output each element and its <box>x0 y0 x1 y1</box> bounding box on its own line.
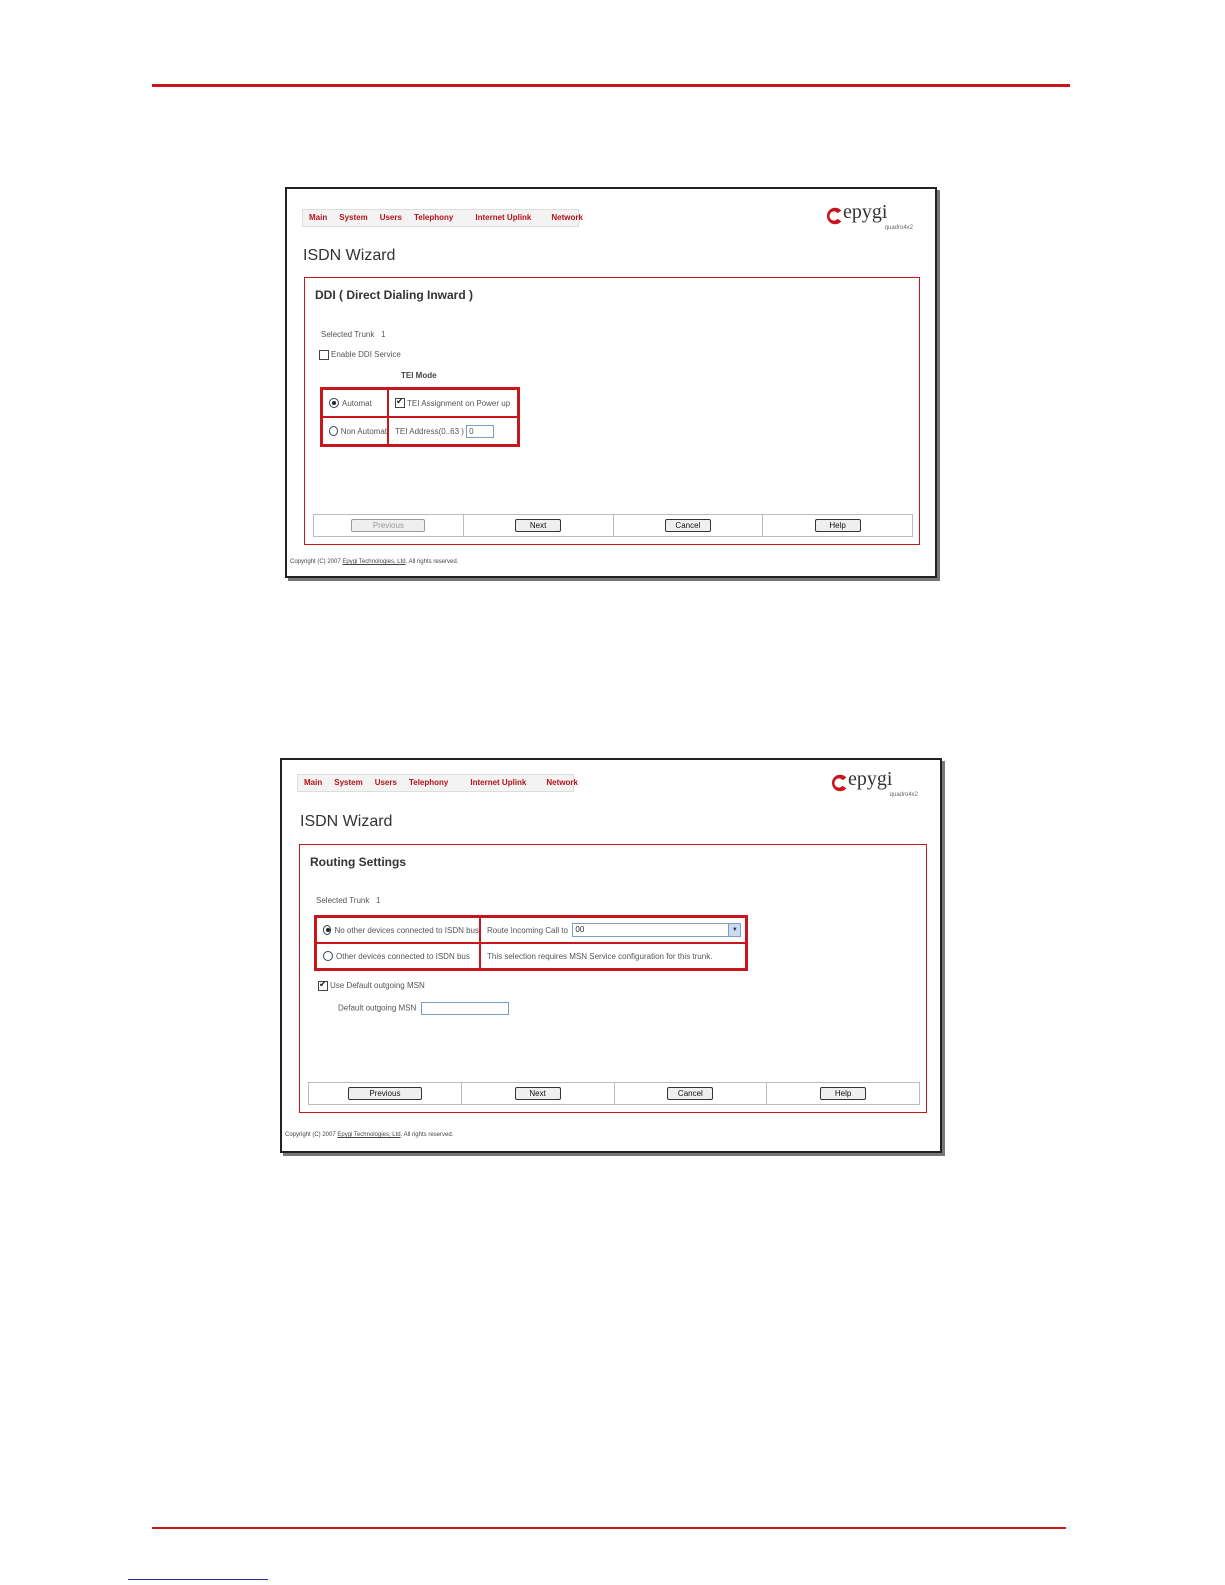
route-incoming-value: 00 <box>575 925 585 934</box>
help-cell <box>767 1083 919 1104</box>
enable-ddi-checkbox[interactable] <box>319 350 329 360</box>
nav-network[interactable]: Network <box>546 778 578 787</box>
button-bar <box>313 514 913 537</box>
tei-address-label: TEI Address(0..63 ) <box>395 426 464 436</box>
copyright-prefix: Copyright (C) 2007 <box>285 1132 338 1138</box>
epygi-logo-icon <box>828 772 850 794</box>
nav-main[interactable]: Main <box>309 213 328 222</box>
epygi-logo <box>813 201 913 235</box>
chevron-down-icon[interactable]: ▼ <box>728 924 740 936</box>
nav-internet-uplink[interactable]: Internet Uplink <box>470 778 527 787</box>
help-button[interactable]: Help <box>820 1087 866 1100</box>
epygi-logo <box>818 768 918 802</box>
next-cell <box>464 515 614 536</box>
epygi-logo-icon <box>823 205 845 227</box>
tei-assignment-checkbox[interactable] <box>395 398 405 408</box>
screenshot-ddi <box>285 187 937 578</box>
cancel-cell <box>615 1083 768 1104</box>
use-default-msn-label: Use Default outgoing MSN <box>330 981 425 991</box>
tei-address-cell <box>388 417 518 445</box>
route-incoming-select[interactable] <box>572 923 741 937</box>
automat-label: Automat <box>342 398 372 408</box>
help-cell <box>763 515 912 536</box>
use-default-msn-row <box>318 981 425 991</box>
tei-mode-grid <box>320 387 520 447</box>
next-button[interactable]: Next <box>515 519 561 532</box>
previous-cell <box>309 1083 462 1104</box>
header-rule <box>152 84 1070 87</box>
enable-ddi-label: Enable DDI Service <box>331 350 401 360</box>
tei-mode-label: TEI Mode <box>401 371 437 380</box>
previous-button[interactable]: Previous <box>351 519 425 532</box>
copyright-link[interactable]: Epygi Technologies, Ltd <box>337 1132 401 1138</box>
routing-grid <box>314 915 748 971</box>
no-other-devices-label: No other devices connected to ISDN bus <box>334 925 479 935</box>
button-bar <box>308 1082 920 1105</box>
copyright <box>285 1132 453 1138</box>
copyright-suffix: . All rights reserved. <box>405 559 459 565</box>
top-nav <box>297 774 578 792</box>
logo-wordmark: epygi <box>848 768 893 790</box>
footer-link-underline <box>128 1579 268 1580</box>
copyright-suffix: . All rights reserved. <box>400 1132 454 1138</box>
other-devices-cell <box>316 943 480 969</box>
default-msn-row <box>338 1002 509 1015</box>
routing-panel <box>299 844 927 1113</box>
no-other-devices-cell <box>316 917 480 943</box>
nav-users[interactable]: Users <box>379 213 402 222</box>
help-button[interactable]: Help <box>815 519 861 532</box>
page-title: ISDN Wizard <box>300 813 393 830</box>
automat-radio[interactable] <box>329 398 339 408</box>
msn-note: This selection requires MSN Service configuration for this trunk. <box>487 951 713 961</box>
copyright-link[interactable]: Epygi Technologies, Ltd <box>342 559 406 565</box>
tei-assignment-cell <box>388 389 518 417</box>
default-msn-label: Default outgoing MSN <box>338 1003 417 1013</box>
logo-model: quadro4x2 <box>884 225 913 231</box>
enable-ddi-row <box>319 350 401 360</box>
panel-title: Routing Settings <box>310 855 406 869</box>
route-incoming-cell <box>480 917 746 943</box>
other-devices-radio[interactable] <box>323 951 333 961</box>
automat-cell <box>322 389 388 417</box>
copyright-prefix: Copyright (C) 2007 <box>290 559 343 565</box>
nav-system[interactable]: System <box>339 213 368 222</box>
non-automat-radio[interactable] <box>329 426 338 436</box>
copyright <box>290 559 458 565</box>
selected-trunk-value: 1 <box>381 330 386 339</box>
cancel-button[interactable]: Cancel <box>667 1087 713 1100</box>
footer-rule <box>152 1527 1066 1529</box>
next-button[interactable]: Next <box>515 1087 561 1100</box>
selected-trunk-value: 1 <box>376 896 381 905</box>
previous-cell <box>314 515 464 536</box>
tei-assignment-label: TEI Assignment on Power up <box>407 398 511 408</box>
nav-internet-uplink[interactable]: Internet Uplink <box>475 213 532 222</box>
selected-trunk <box>321 330 386 339</box>
nav-system[interactable]: System <box>334 778 363 787</box>
nav-network[interactable]: Network <box>551 213 583 222</box>
nav-users[interactable]: Users <box>374 778 397 787</box>
page-title: ISDN Wizard <box>303 247 396 264</box>
logo-wordmark: epygi <box>843 201 888 223</box>
screenshot-routing <box>280 758 942 1153</box>
tei-address-input[interactable]: 0 <box>466 425 494 438</box>
selected-trunk-label: Selected Trunk <box>316 896 370 905</box>
nav-main[interactable]: Main <box>304 778 323 787</box>
route-incoming-label: Route Incoming Call to <box>487 925 568 935</box>
no-other-devices-radio[interactable] <box>323 925 331 935</box>
top-nav <box>302 209 583 227</box>
panel-title: DDI ( Direct Dialing Inward ) <box>315 288 474 302</box>
selected-trunk <box>316 896 381 905</box>
cancel-cell <box>614 515 764 536</box>
non-automat-cell <box>322 417 388 445</box>
nav-telephony[interactable]: Telephony <box>413 213 454 222</box>
previous-button[interactable]: Previous <box>348 1087 422 1100</box>
non-automat-label: Non Automat <box>340 426 387 436</box>
use-default-msn-checkbox[interactable] <box>318 981 328 991</box>
other-devices-label: Other devices connected to ISDN bus <box>336 951 470 961</box>
nav-telephony[interactable]: Telephony <box>408 778 449 787</box>
default-msn-input[interactable] <box>421 1002 509 1015</box>
next-cell <box>462 1083 615 1104</box>
ddi-panel <box>304 277 920 545</box>
cancel-button[interactable]: Cancel <box>665 519 711 532</box>
selected-trunk-label: Selected Trunk <box>321 330 375 339</box>
msn-note-cell <box>480 943 746 969</box>
logo-model: quadro4x2 <box>889 792 918 798</box>
